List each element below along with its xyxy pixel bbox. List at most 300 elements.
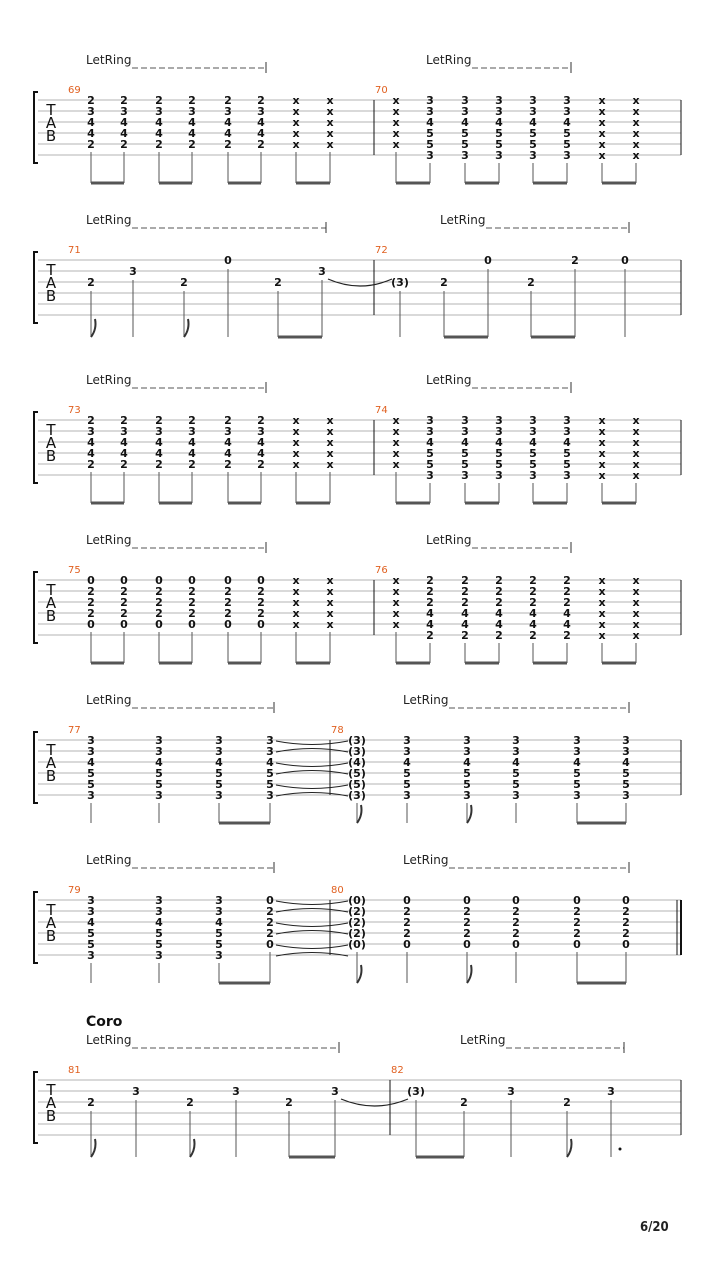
tab-clef-letter: B (45, 1107, 57, 1125)
tab-fret-number: 3 (512, 734, 520, 747)
measure-number: 81 (68, 1065, 81, 1076)
tab-fret-number: 4 (426, 618, 434, 631)
tab-fret-number: 4 (188, 127, 196, 140)
tab-fret-number: x (326, 574, 334, 587)
tab-fret-number: 4 (155, 916, 163, 929)
tab-fret-number: x (292, 414, 300, 427)
note-flag (467, 805, 472, 823)
tab-fret-number: 2 (495, 585, 503, 598)
tab-fret-number: 5 (87, 767, 95, 780)
tab-fret-number: 2 (188, 458, 196, 471)
measure-number: 69 (68, 85, 81, 96)
tab-fret-number: 3 (426, 94, 434, 107)
tab-fret-number: 0 (512, 938, 520, 951)
tab-fret-number: 3 (495, 94, 503, 107)
tab-fret-number: x (326, 94, 334, 107)
tab-fret-number: 2 (188, 585, 196, 598)
tab-fret-number: x (598, 447, 606, 460)
tab-clef-letter: B (45, 927, 57, 945)
tab-fret-number: x (292, 585, 300, 598)
note-flag (467, 965, 472, 983)
tab-fret-number: (3) (348, 789, 366, 802)
tab-fret-number: 3 (495, 105, 503, 118)
let-ring-label: LetRing (460, 1033, 506, 1047)
tab-fret-number: 5 (215, 938, 223, 951)
tab-fret-number: 3 (573, 734, 581, 747)
tab-fret-number: 3 (461, 94, 469, 107)
system-bracket (34, 412, 38, 483)
tab-fret-number: 4 (155, 447, 163, 460)
tab-fret-number: 2 (463, 905, 471, 918)
tab-fret-number: 4 (215, 916, 223, 929)
tab-fret-number: 2 (257, 607, 265, 620)
tab-fret-number: 3 (461, 105, 469, 118)
tab-fret-number: 4 (120, 116, 128, 129)
tab-fret-number: 3 (266, 789, 274, 802)
tab-clef-letter: T (46, 421, 56, 439)
tab-fret-number: 3 (463, 745, 471, 758)
tab-fret-number: x (598, 138, 606, 151)
tab-fret-number: 2 (120, 458, 128, 471)
tab-fret-number: 5 (87, 778, 95, 791)
tab-fret-number: 4 (257, 116, 265, 129)
tie-arc (276, 931, 348, 935)
tab-fret-number: x (598, 94, 606, 107)
tab-fret-number: 3 (529, 105, 537, 118)
tab-fret-number: x (292, 436, 300, 449)
tab-fret-number: 2 (529, 596, 537, 609)
tab-fret-number: 2 (120, 585, 128, 598)
tab-fret-number: 2 (495, 596, 503, 609)
tie-arc (341, 1099, 408, 1106)
tab-fret-number: 5 (426, 458, 434, 471)
tab-clef-letter: B (45, 447, 57, 465)
tab-fret-number: 3 (155, 789, 163, 802)
tab-fret-number: x (392, 127, 400, 140)
let-ring-label: LetRing (426, 373, 472, 387)
tab-fret-number: x (632, 149, 640, 162)
tab-fret-number: 2 (495, 574, 503, 587)
tab-fret-number: 3 (155, 949, 163, 962)
tab-fret-number: 4 (461, 607, 469, 620)
tab-fret-number: 2 (403, 905, 411, 918)
tab-fret-number: x (292, 574, 300, 587)
tab-fret-number: 3 (529, 425, 537, 438)
tab-fret-number: 5 (155, 767, 163, 780)
tie-arc (276, 909, 348, 913)
tab-fret-number: 0 (266, 894, 274, 907)
tab-fret-number: 2 (440, 276, 448, 289)
tab-fret-number: x (292, 596, 300, 609)
tab-system (34, 693, 681, 823)
section-label-coro: Coro (86, 1014, 123, 1030)
tab-fret-number: x (598, 629, 606, 642)
tab-fret-number: x (326, 618, 334, 631)
measure-number: 76 (375, 565, 388, 576)
tab-fret-number: 5 (495, 447, 503, 460)
tab-fret-number: 4 (155, 116, 163, 129)
tab-fret-number: x (392, 585, 400, 598)
tab-fret-number: 4 (188, 116, 196, 129)
tab-fret-number: 5 (463, 778, 471, 791)
tab-fret-number: 2 (461, 585, 469, 598)
tab-fret-number: 0 (463, 894, 471, 907)
tab-fret-number: 4 (257, 436, 265, 449)
tab-fret-number: 2 (257, 138, 265, 151)
tab-fret-number: 2 (120, 596, 128, 609)
tab-fret-number: x (632, 618, 640, 631)
measure-number: 75 (68, 565, 81, 576)
let-ring-label: LetRing (86, 693, 132, 707)
tab-fret-number: 0 (621, 254, 629, 267)
tab-fret-number: x (392, 425, 400, 438)
tab-fret-number: 4 (120, 447, 128, 460)
tab-fret-number: 3 (461, 469, 469, 482)
system-bracket (34, 732, 38, 803)
measure-number: 77 (68, 725, 81, 736)
tab-fret-number: 3 (155, 105, 163, 118)
tab-fret-number: (3) (391, 276, 409, 289)
note-flag (357, 805, 362, 823)
tab-fret-number: 3 (215, 734, 223, 747)
tab-clef-letter: T (46, 261, 56, 279)
tab-fret-number: 2 (571, 254, 579, 267)
tab-fret-number: 4 (120, 127, 128, 140)
tab-fret-number: 5 (563, 458, 571, 471)
tab-fret-number: 2 (224, 607, 232, 620)
tab-fret-number: x (292, 105, 300, 118)
let-ring-label: LetRing (86, 53, 132, 67)
tab-fret-number: 3 (495, 469, 503, 482)
system-bracket (34, 572, 38, 643)
tab-fret-number: 5 (215, 767, 223, 780)
tab-fret-number: 2 (463, 916, 471, 929)
tab-fret-number: 2 (426, 574, 434, 587)
tab-fret-number: 5 (155, 938, 163, 951)
tab-system (34, 53, 681, 183)
tab-fret-number: 2 (527, 276, 535, 289)
tab-fret-number: 4 (87, 116, 95, 129)
tab-fret-number: 2 (563, 1096, 571, 1109)
tab-fret-number: x (632, 469, 640, 482)
tab-fret-number: x (392, 574, 400, 587)
tab-fret-number: 4 (529, 116, 537, 129)
tab-fret-number: 3 (215, 789, 223, 802)
tab-fret-number: 3 (495, 414, 503, 427)
tab-fret-number: 2 (180, 276, 188, 289)
tab-fret-number: 0 (155, 574, 163, 587)
tab-fret-number: 5 (529, 138, 537, 151)
note-flag (357, 965, 362, 983)
tab-fret-number: x (598, 618, 606, 631)
tab-fret-number: 2 (87, 276, 95, 289)
tab-clef-letter: A (45, 754, 57, 772)
tab-fret-number: 3 (495, 425, 503, 438)
tab-fret-number: 3 (426, 105, 434, 118)
tab-fret-number: 5 (403, 767, 411, 780)
tab-fret-number: 5 (563, 447, 571, 460)
tab-fret-number: 3 (215, 745, 223, 758)
system-bracket (34, 92, 38, 163)
tab-fret-number: 2 (257, 458, 265, 471)
tab-fret-number: 4 (563, 607, 571, 620)
tab-fret-number: x (292, 127, 300, 140)
tab-fret-number: 3 (461, 149, 469, 162)
tab-fret-number: 2 (529, 574, 537, 587)
tab-fret-number: 2 (403, 916, 411, 929)
tab-fret-number: 3 (607, 1085, 615, 1098)
tab-fret-number: 3 (529, 469, 537, 482)
tab-fret-number: x (598, 127, 606, 140)
tab-fret-number: 4 (87, 916, 95, 929)
tab-fret-number: 4 (188, 436, 196, 449)
measure-number: 78 (331, 725, 344, 736)
tab-fret-number: 4 (463, 756, 471, 769)
tab-fret-number: x (632, 436, 640, 449)
tab-fret-number: 4 (87, 756, 95, 769)
tab-fret-number: 5 (512, 778, 520, 791)
tab-fret-number: 4 (495, 436, 503, 449)
tab-fret-number: 2 (87, 414, 95, 427)
tab-fret-number: 5 (529, 127, 537, 140)
tab-fret-number: x (292, 447, 300, 460)
tab-fret-number: 3 (403, 789, 411, 802)
tab-fret-number: 4 (495, 116, 503, 129)
tab-clef-letter: T (46, 901, 56, 919)
tab-fret-number: 3 (87, 734, 95, 747)
tab-fret-number: 2 (224, 585, 232, 598)
tab-fret-number: 0 (224, 254, 232, 267)
dot (619, 1148, 622, 1151)
tab-fret-number: 3 (403, 734, 411, 747)
tab-fret-number: 2 (188, 138, 196, 151)
tab-fret-number: x (598, 458, 606, 471)
tab-fret-number: 3 (563, 469, 571, 482)
tab-fret-number: 2 (188, 414, 196, 427)
tab-fret-number: 2 (563, 585, 571, 598)
tab-fret-number: 3 (87, 745, 95, 758)
tab-fret-number: (3) (348, 734, 366, 747)
tab-clef-letter: A (45, 434, 57, 452)
tab-fret-number: x (326, 116, 334, 129)
tab-clef-letter: T (46, 741, 56, 759)
tab-clef-letter: A (45, 914, 57, 932)
tab-fret-number: 5 (403, 778, 411, 791)
tab-fret-number: x (632, 574, 640, 587)
tab-fret-number: 2 (426, 596, 434, 609)
tab-fret-number: 0 (463, 938, 471, 951)
tie-arc (276, 741, 348, 745)
tab-fret-number: 5 (426, 447, 434, 460)
tab-fret-number: 2 (224, 94, 232, 107)
tab-fret-number: 2 (155, 94, 163, 107)
system-bracket (34, 1072, 38, 1143)
note-flag (91, 1139, 96, 1157)
tab-fret-number: 3 (461, 414, 469, 427)
tab-fret-number: 3 (87, 789, 95, 802)
measure-number: 79 (68, 885, 81, 896)
tab-clef-letter: A (45, 1094, 57, 1112)
tab-system (34, 853, 681, 983)
tab-fret-number: 2 (257, 596, 265, 609)
tab-fret-number: 4 (622, 756, 630, 769)
tie-arc (276, 763, 348, 767)
tab-fret-number: 5 (563, 138, 571, 151)
measure-number: 72 (375, 245, 388, 256)
note-flag (91, 319, 96, 337)
tab-fret-number: x (392, 138, 400, 151)
tab-fret-number: 3 (318, 265, 326, 278)
tab-fret-number: 2 (426, 585, 434, 598)
tab-fret-number: 3 (573, 745, 581, 758)
tie-arc (276, 785, 348, 789)
tab-fret-number: 2 (622, 916, 630, 929)
tab-fret-number: 4 (426, 436, 434, 449)
tab-fret-number: 2 (224, 596, 232, 609)
tab-fret-number: x (632, 105, 640, 118)
note-flag (190, 1139, 195, 1157)
tab-fret-number: x (392, 447, 400, 460)
tab-fret-number: x (632, 458, 640, 471)
tab-fret-number: 3 (529, 414, 537, 427)
measure-number: 70 (375, 85, 388, 96)
tab-fret-number: x (632, 585, 640, 598)
tab-fret-number: 2 (266, 916, 274, 929)
tab-clef-letter: B (45, 287, 57, 305)
tab-fret-number: 2 (573, 927, 581, 940)
tab-fret-number: 3 (87, 905, 95, 918)
tab-fret-number: 5 (529, 447, 537, 460)
tab-fret-number: x (632, 425, 640, 438)
tie-arc (276, 953, 348, 957)
page-number: 6/20 (640, 1220, 669, 1235)
tab-fret-number: 2 (461, 629, 469, 642)
tab-fret-number: 3 (463, 789, 471, 802)
tab-fret-number: 5 (426, 138, 434, 151)
tab-fret-number: x (392, 116, 400, 129)
tab-fret-number: x (392, 596, 400, 609)
tab-fret-number: x (292, 116, 300, 129)
tab-fret-number: 3 (563, 105, 571, 118)
tab-fret-number: 2 (155, 414, 163, 427)
tab-fret-number: 0 (622, 938, 630, 951)
tab-fret-number: 3 (426, 425, 434, 438)
tab-fret-number: 3 (120, 425, 128, 438)
tab-fret-number: 2 (285, 1096, 293, 1109)
tab-fret-number: (5) (348, 778, 366, 791)
tab-fret-number: 2 (87, 458, 95, 471)
tab-fret-number: 3 (507, 1085, 515, 1098)
tab-fret-number: 3 (563, 149, 571, 162)
tab-fret-number: 0 (120, 618, 128, 631)
measure-number: 71 (68, 245, 81, 256)
tab-fret-number: 2 (224, 458, 232, 471)
tab-fret-number: 3 (622, 745, 630, 758)
tab-fret-number: (0) (348, 938, 366, 951)
tab-fret-number: x (598, 585, 606, 598)
tab-fret-number: 3 (132, 1085, 140, 1098)
tab-fret-number: 0 (512, 894, 520, 907)
tab-fret-number: 2 (622, 927, 630, 940)
let-ring-label: LetRing (86, 213, 132, 227)
let-ring-label: LetRing (86, 533, 132, 547)
tab-fret-number: 2 (563, 574, 571, 587)
tie-arc (276, 749, 348, 753)
tab-fret-number: 3 (426, 149, 434, 162)
tab-fret-number: 3 (215, 949, 223, 962)
tab-fret-number: 3 (129, 265, 137, 278)
tab-fret-number: x (326, 447, 334, 460)
tab-fret-number: 2 (257, 94, 265, 107)
tab-fret-number: 5 (215, 778, 223, 791)
tab-fret-number: 5 (495, 127, 503, 140)
tab-fret-number: x (326, 585, 334, 598)
tab-fret-number: 5 (461, 447, 469, 460)
tab-fret-number: 5 (529, 458, 537, 471)
tab-fret-number: 0 (87, 574, 95, 587)
tab-fret-number: x (632, 116, 640, 129)
tab-fret-number: 4 (257, 447, 265, 460)
tab-fret-number: 3 (573, 789, 581, 802)
tab-fret-number: x (598, 607, 606, 620)
tab-fret-number: 4 (215, 756, 223, 769)
tab-fret-number: x (392, 94, 400, 107)
tab-fret-number: 4 (155, 436, 163, 449)
tab-fret-number: 3 (188, 425, 196, 438)
tie-arc (276, 901, 348, 905)
tab-fret-number: (4) (348, 756, 366, 769)
tab-fret-number: 5 (463, 767, 471, 780)
tab-fret-number: 2 (426, 629, 434, 642)
tab-fret-number: 2 (512, 916, 520, 929)
tab-fret-number: 4 (155, 756, 163, 769)
note-flag (184, 319, 189, 337)
tab-fret-number: 2 (460, 1096, 468, 1109)
tab-fret-number: 4 (512, 756, 520, 769)
tab-clef-letter: T (46, 581, 56, 599)
tab-fret-number: 5 (426, 127, 434, 140)
tab-fret-number: 5 (461, 127, 469, 140)
tab-fret-number: x (632, 138, 640, 151)
tab-fret-number: 3 (232, 1085, 240, 1098)
tab-fret-number: 5 (622, 778, 630, 791)
tab-fret-number: 0 (573, 938, 581, 951)
tab-fret-number: 2 (120, 138, 128, 151)
measure-number: 82 (391, 1065, 404, 1076)
tab-fret-number: 4 (87, 127, 95, 140)
tab-fret-number: x (292, 425, 300, 438)
tab-fret-number: 2 (224, 138, 232, 151)
tab-fret-number: 3 (622, 789, 630, 802)
tab-fret-number: (2) (348, 916, 366, 929)
tab-fret-number: 3 (87, 105, 95, 118)
tab-fret-number: 3 (331, 1085, 339, 1098)
tab-fret-number: x (292, 607, 300, 620)
tab-fret-number: 4 (87, 447, 95, 460)
tab-fret-number: 4 (266, 756, 274, 769)
tab-fret-number: x (292, 138, 300, 151)
tab-fret-number: 5 (573, 778, 581, 791)
tab-fret-number: 2 (529, 629, 537, 642)
let-ring-label: LetRing (440, 213, 486, 227)
tab-fret-number: 2 (461, 574, 469, 587)
let-ring-label: LetRing (403, 853, 449, 867)
tab-fret-number: 0 (188, 618, 196, 631)
tab-fret-number: 0 (224, 618, 232, 631)
tab-fret-number: 2 (155, 585, 163, 598)
tab-fret-number: 4 (573, 756, 581, 769)
tab-fret-number: 2 (155, 607, 163, 620)
